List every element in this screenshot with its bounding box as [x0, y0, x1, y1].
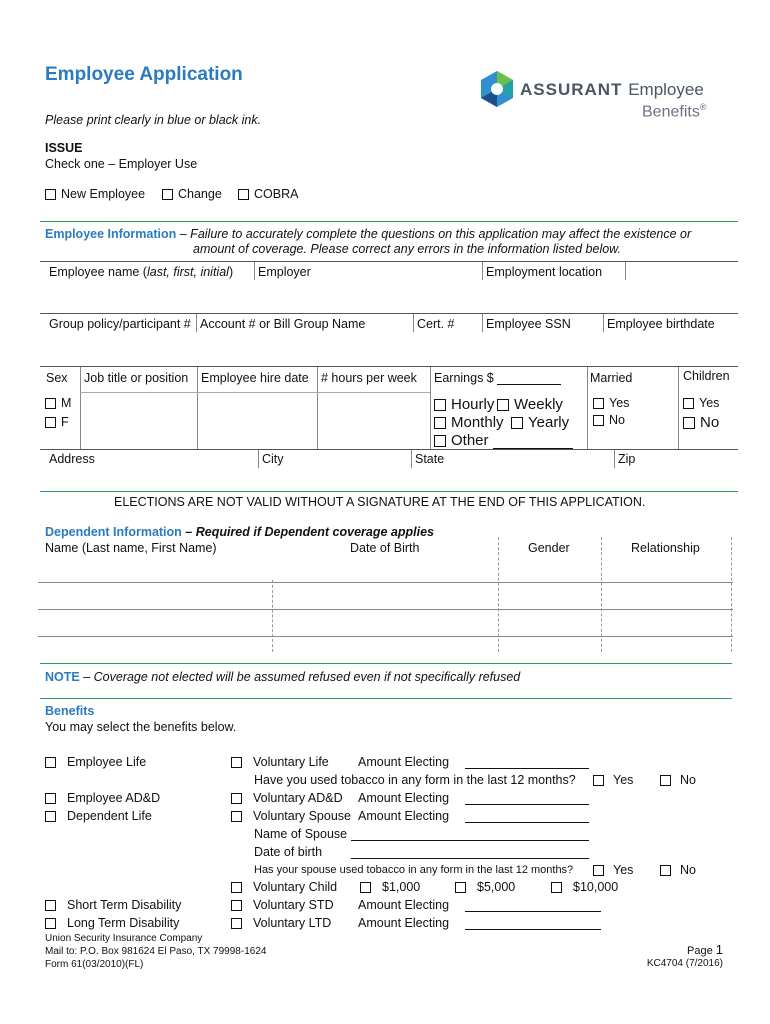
voluntary-std-amount-label: Amount Electing [358, 898, 450, 912]
hire-date-label: Employee hire date [201, 371, 309, 385]
checkbox-icon[interactable] [231, 900, 242, 911]
employee-name-label-start: Employee name ( [49, 265, 147, 279]
checkbox-icon[interactable] [455, 882, 466, 893]
married-no-label: No [609, 413, 625, 427]
checkbox-icon[interactable] [45, 900, 56, 911]
child-amount-10000-option[interactable] [551, 880, 618, 894]
pay-monthly-label: Monthly [451, 414, 504, 431]
brand-wordmark [520, 80, 704, 100]
checkbox-icon[interactable] [231, 793, 242, 804]
issue-option-label: COBRA [254, 187, 299, 201]
checkbox-icon[interactable] [593, 415, 604, 426]
voluntary-std-label: Voluntary STD [253, 898, 334, 912]
brand-registered: ® [699, 102, 707, 112]
spouse-tobacco-yes-option[interactable] [593, 863, 633, 877]
sex-f-option[interactable] [45, 415, 69, 429]
note-heading: NOTE [45, 670, 80, 684]
sex-f-label: F [61, 415, 69, 429]
sex-label: Sex [46, 371, 68, 385]
cell-divider [678, 367, 679, 449]
cell-divider [430, 367, 431, 449]
cert-label: Cert. # [417, 317, 455, 331]
address-entry-area[interactable] [46, 469, 736, 491]
group-policy-label: Group policy/participant # [49, 317, 191, 331]
voluntary-add-option[interactable] [231, 791, 343, 805]
married-yes-option[interactable] [593, 396, 629, 410]
employee-name-label [49, 265, 233, 279]
table-rule [40, 366, 738, 367]
sex-m-label: M [61, 396, 72, 410]
brand-benefits: Benefits [642, 103, 700, 121]
brand-sub2 [642, 102, 706, 121]
checkbox-icon[interactable] [45, 811, 56, 822]
employee-birthdate-label: Employee birthdate [607, 317, 715, 331]
checkbox-icon[interactable] [593, 865, 604, 876]
short-term-disability-option[interactable] [45, 898, 181, 912]
employee-info-note: – Failure to accurately complete the questions on this application may affect the existence or [176, 227, 692, 241]
dep-col-divider [272, 580, 273, 652]
cell-divider [258, 450, 259, 468]
checkbox-icon[interactable] [434, 399, 446, 411]
section-divider [40, 221, 738, 222]
checkbox-icon[interactable] [434, 417, 446, 429]
issue-option-label: New Employee [61, 187, 146, 201]
dep-col-dob: Date of Birth [350, 541, 420, 555]
cell-divider [587, 367, 588, 449]
checkbox-icon[interactable] [231, 757, 242, 768]
address-label: Address [49, 452, 95, 466]
checkbox-icon[interactable] [551, 882, 562, 893]
short-term-disability-label: Short Term Disability [67, 898, 182, 912]
employee-name-label-end: ) [228, 265, 234, 279]
dependent-info-header [45, 525, 434, 539]
married-yes-label: Yes [609, 396, 630, 410]
checkbox-icon[interactable] [45, 757, 56, 768]
checkbox-icon[interactable] [45, 793, 56, 804]
pay-other-field[interactable] [493, 434, 573, 449]
earnings-label-text: Earnings $ [434, 371, 494, 385]
voluntary-ltd-label: Voluntary LTD [253, 916, 332, 930]
footer-page-label: Page [687, 945, 713, 957]
employee-name-label-italic: last, first, initial [146, 265, 229, 279]
dependent-info-heading: Dependent Information [45, 525, 182, 539]
row2-entry-area[interactable] [46, 333, 736, 365]
voluntary-spouse-option[interactable] [231, 809, 351, 823]
checkbox-icon[interactable] [434, 435, 446, 447]
employee-life-label: Employee Life [67, 755, 147, 769]
child-amount-1000-label: $1,000 [382, 880, 421, 894]
long-term-disability-label: Long Term Disability [67, 916, 180, 930]
elections-notice: ELECTIONS ARE NOT VALID WITHOUT A SIGNATURE AT THE END OF THIS APPLICATION. [114, 495, 646, 509]
married-label: Married [590, 371, 633, 385]
cell-divider [482, 262, 483, 280]
spouse-name-field[interactable] [351, 827, 589, 841]
table-rule [40, 313, 738, 314]
footer-code: KC4704 (7/2016) [646, 958, 723, 969]
cell-divider [614, 450, 615, 468]
note-line [45, 670, 520, 684]
section-divider [40, 663, 732, 664]
voluntary-life-label: Voluntary Life [253, 755, 329, 769]
footer-page [687, 942, 723, 957]
assurant-logo-icon [477, 69, 517, 109]
checkbox-icon[interactable] [231, 811, 242, 822]
issue-new-employee[interactable] [45, 187, 145, 201]
dependent-row-line[interactable] [38, 609, 733, 610]
voluntary-add-amount-field[interactable] [465, 791, 589, 805]
voluntary-spouse-amount-field[interactable] [465, 809, 589, 823]
pay-monthly-option[interactable] [434, 414, 504, 431]
footer-page-number: 1 [715, 942, 723, 957]
cell-divider [254, 262, 255, 280]
page-title: Employee Application [45, 64, 243, 85]
dep-col-divider [601, 537, 602, 652]
checkbox-icon[interactable] [511, 417, 523, 429]
benefits-heading: Benefits [45, 704, 95, 718]
checkbox-icon[interactable] [660, 775, 671, 786]
footer-form: Form 61(03/2010)(FL) [45, 959, 144, 970]
cell-divider [80, 367, 81, 449]
child-amount-5000-option[interactable] [455, 880, 515, 894]
tobacco-question: Have you used tobacco in any form in the last 12 months? [254, 773, 576, 787]
checkbox-icon[interactable] [162, 189, 173, 200]
spouse-name-label: Name of Spouse [254, 827, 348, 841]
table-rule [80, 392, 430, 393]
tobacco-no-label: No [680, 773, 696, 787]
voluntary-child-option[interactable] [231, 880, 337, 894]
cell-divider [197, 367, 198, 449]
spouse-tobacco-question: Has your spouse used tobacco in any form in the last 12 months? [254, 864, 574, 876]
pay-weekly-label: Weekly [514, 396, 563, 413]
cell-divider [625, 262, 626, 280]
employee-life-option[interactable] [45, 755, 146, 769]
cell-divider [317, 367, 318, 449]
dependent-life-label: Dependent Life [67, 809, 152, 823]
dependent-info-subheading: – Required if Dependent coverage applies [181, 525, 434, 539]
employee-info-heading: Employee Information [45, 227, 177, 241]
child-amount-5000-label: $5,000 [477, 880, 516, 894]
pay-hourly-option[interactable] [434, 396, 494, 413]
tobacco-yes-option[interactable] [593, 773, 633, 787]
spouse-tobacco-no-option[interactable] [660, 863, 696, 877]
cell-divider [196, 314, 197, 332]
issue-change[interactable] [162, 187, 222, 201]
children-yes-option[interactable] [683, 396, 719, 410]
dep-col-divider [498, 537, 499, 652]
brand-sub1: Employee [628, 80, 704, 99]
dependent-row-line[interactable] [38, 582, 733, 583]
section-divider [40, 698, 732, 699]
note-text: – Coverage not elected will be assumed refused even if not specifically refused [79, 670, 521, 684]
footer-mail: Mail to: P.O. Box 981624 El Paso, TX 79998-1624 [45, 946, 267, 957]
voluntary-add-label: Voluntary AD&D [253, 791, 343, 805]
pay-weekly-option[interactable] [497, 396, 563, 413]
dep-col-name: Name (Last name, First Name) [45, 541, 217, 555]
cell-divider [413, 314, 414, 332]
child-amount-1000-option[interactable] [360, 880, 420, 894]
children-no-option[interactable] [683, 414, 719, 431]
checkbox-icon[interactable] [593, 775, 604, 786]
pay-yearly-option[interactable] [511, 414, 569, 431]
tobacco-no-option[interactable] [660, 773, 696, 787]
voluntary-ltd-amount-field[interactable] [465, 916, 601, 930]
employee-info-header [45, 227, 691, 241]
dep-col-divider [731, 537, 732, 652]
issue-option-label: Change [178, 187, 222, 201]
job-title-label: Job title or position [84, 371, 189, 385]
checkbox-icon[interactable] [593, 398, 604, 409]
checkbox-icon[interactable] [683, 398, 694, 409]
print-instruction: Please print clearly in blue or black ink. [45, 113, 262, 127]
issue-heading: ISSUE [45, 141, 83, 155]
pay-other-option[interactable] [434, 432, 573, 449]
city-label: City [262, 452, 284, 466]
brand-name: ASSURANT [520, 80, 623, 99]
voluntary-life-option[interactable] [231, 755, 329, 769]
pay-other-label: Other [451, 432, 489, 449]
voluntary-child-label: Voluntary Child [253, 880, 338, 894]
children-no-label: No [700, 414, 720, 431]
voluntary-std-amount-field[interactable] [465, 898, 601, 912]
dep-col-gender: Gender [528, 541, 570, 555]
checkbox-icon[interactable] [497, 399, 509, 411]
table-rule [40, 261, 738, 262]
cell-divider [603, 314, 604, 332]
child-amount-10000-label: $10,000 [573, 880, 619, 894]
voluntary-ltd-option[interactable] [231, 916, 331, 930]
account-label: Account # or Bill Group Name [200, 317, 366, 331]
employee-info-note-2: amount of coverage. Please correct any errors in the information listed below. [193, 242, 621, 256]
voluntary-spouse-label: Voluntary Spouse [253, 809, 351, 823]
checkbox-icon[interactable] [231, 918, 242, 929]
issue-cobra[interactable] [238, 187, 298, 201]
sex-m-option[interactable] [45, 396, 71, 410]
cell-divider [411, 450, 412, 468]
checkbox-icon[interactable] [45, 398, 56, 409]
long-term-disability-option[interactable] [45, 916, 179, 930]
checkbox-icon[interactable] [683, 417, 695, 429]
checkbox-icon[interactable] [360, 882, 371, 893]
married-no-option[interactable] [593, 413, 625, 427]
dependent-row-line[interactable] [38, 636, 733, 637]
pay-yearly-label: Yearly [528, 414, 570, 431]
row1-entry-area[interactable] [46, 281, 736, 313]
state-label: State [415, 452, 445, 466]
benefits-subheading: You may select the benefits below. [45, 720, 237, 734]
children-label: Children [683, 369, 730, 383]
hours-per-week-label: # hours per week [321, 371, 417, 385]
issue-subheading: Check one – Employer Use [45, 157, 198, 171]
section-divider [40, 491, 738, 492]
spouse-dob-field[interactable] [351, 845, 589, 859]
cell-divider [482, 314, 483, 332]
checkbox-icon[interactable] [45, 918, 56, 929]
checkbox-icon[interactable] [45, 417, 56, 428]
checkbox-icon[interactable] [45, 189, 56, 200]
voluntary-std-option[interactable] [231, 898, 334, 912]
checkbox-icon[interactable] [238, 189, 249, 200]
employment-location-label: Employment location [486, 265, 603, 279]
earnings-field[interactable] [497, 372, 561, 385]
checkbox-icon[interactable] [231, 882, 242, 893]
pay-hourly-label: Hourly [451, 396, 495, 413]
footer-company: Union Security Insurance Company [45, 933, 203, 944]
spouse-tobacco-yes-label: Yes [613, 863, 634, 877]
children-yes-label: Yes [699, 396, 720, 410]
checkbox-icon[interactable] [660, 865, 671, 876]
dependent-life-option[interactable] [45, 809, 152, 823]
employer-label: Employer [258, 265, 311, 279]
voluntary-ltd-amount-label: Amount Electing [358, 916, 450, 930]
employee-ssn-label: Employee SSN [486, 317, 571, 331]
table-rule [40, 449, 738, 450]
earnings-label [434, 371, 561, 385]
zip-label: Zip [618, 452, 636, 466]
voluntary-life-amount-field[interactable] [465, 755, 589, 769]
dep-col-relationship: Relationship [631, 541, 700, 555]
voluntary-spouse-amount-label: Amount Electing [358, 809, 450, 823]
tobacco-yes-label: Yes [613, 773, 634, 787]
voluntary-life-amount-label: Amount Electing [358, 755, 450, 769]
voluntary-add-amount-label: Amount Electing [358, 791, 450, 805]
employee-add-label: Employee AD&D [67, 791, 161, 805]
spouse-tobacco-no-label: No [680, 863, 696, 877]
spouse-dob-label: Date of birth [254, 845, 323, 859]
employee-add-option[interactable] [45, 791, 160, 805]
